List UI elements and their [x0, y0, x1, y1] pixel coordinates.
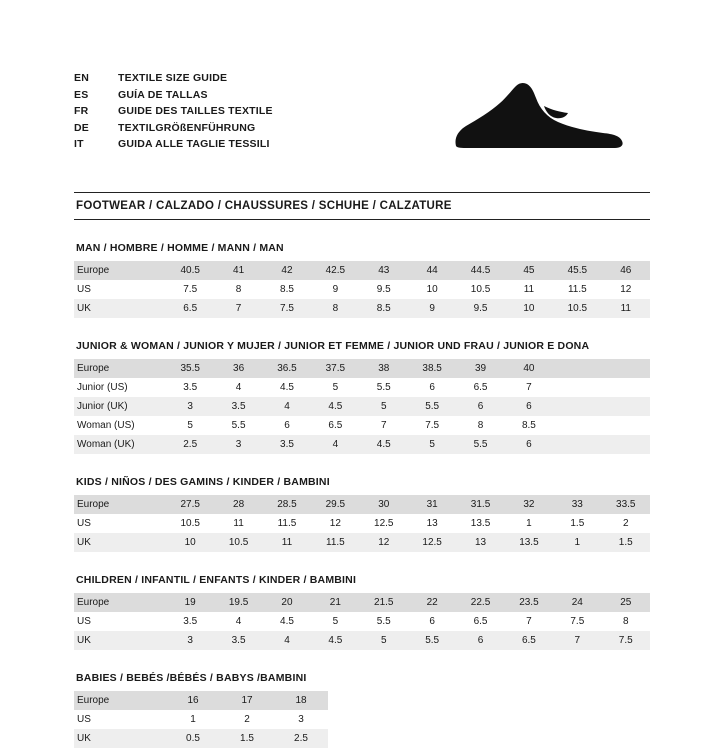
cell: 5.5	[408, 631, 456, 650]
cell: 11	[214, 514, 262, 533]
cell: 19.5	[214, 593, 262, 612]
section-title: JUNIOR & WOMAN / JUNIOR Y MUJER / JUNIOR ET FEMME / JUNIOR UND FRAU / JUNIOR E DONA	[76, 340, 590, 352]
cell: 11.5	[311, 533, 359, 552]
cell: 5.5	[456, 435, 504, 454]
language-code: ES	[74, 88, 89, 101]
cell: 5	[408, 435, 456, 454]
cell: 11.5	[553, 280, 601, 299]
row-label: UK	[74, 729, 166, 748]
cell: 4.5	[311, 631, 359, 650]
cell: 8.5	[263, 280, 311, 299]
cell: 40.5	[166, 261, 214, 280]
row-label: UK	[74, 631, 166, 650]
cell: 31	[408, 495, 456, 514]
size-table-man	[74, 261, 650, 318]
table-row	[74, 359, 650, 378]
cell: 9.5	[360, 280, 408, 299]
cell: 43	[360, 261, 408, 280]
cell: 0.5	[166, 729, 220, 748]
table-row	[74, 593, 650, 612]
cell: 3	[166, 631, 214, 650]
section-title: CHILDREN / INFANTIL / ENFANTS / KINDER / BAMBINI	[76, 574, 357, 586]
cell: 39	[456, 359, 504, 378]
cell: 42.5	[311, 261, 359, 280]
cell: 22.5	[456, 593, 504, 612]
table-row	[74, 612, 650, 631]
cell: 6.5	[311, 416, 359, 435]
cell: 5.5	[360, 612, 408, 631]
cell: 30	[360, 495, 408, 514]
cell: 6	[408, 612, 456, 631]
cell	[553, 378, 601, 397]
cell: 10	[408, 280, 456, 299]
cell: 4	[214, 612, 262, 631]
section-title: MAN / HOMBRE / HOMME / MANN / MAN	[76, 242, 284, 254]
cell: 3.5	[214, 631, 262, 650]
cell: 3	[274, 710, 328, 729]
cell: 28	[214, 495, 262, 514]
cell: 4.5	[263, 378, 311, 397]
cell	[602, 416, 650, 435]
cell: 1	[166, 710, 220, 729]
cell: 6.5	[166, 299, 214, 318]
cell: 46	[602, 261, 650, 280]
cell: 1.5	[553, 514, 601, 533]
cell: 6.5	[505, 631, 553, 650]
cell-spacer	[328, 691, 650, 710]
cell: 7	[505, 612, 553, 631]
row-label: Europe	[74, 691, 166, 710]
cell: 13.5	[505, 533, 553, 552]
cell: 8	[214, 280, 262, 299]
cell: 3.5	[166, 378, 214, 397]
page-title: FOOTWEAR / CALZADO / CHAUSSURES / SCHUHE / CALZATURE	[74, 192, 650, 220]
cell: 10	[505, 299, 553, 318]
language-row	[74, 138, 273, 155]
cell: 10.5	[214, 533, 262, 552]
cell: 10.5	[166, 514, 214, 533]
table-row	[74, 729, 650, 748]
cell: 11.5	[263, 514, 311, 533]
cell: 36.5	[263, 359, 311, 378]
table-row	[74, 514, 650, 533]
cell	[553, 435, 601, 454]
size-table-children	[74, 593, 650, 650]
cell: 3.5	[166, 612, 214, 631]
cell: 25	[602, 593, 650, 612]
cell: 6	[456, 631, 504, 650]
cell: 17	[220, 691, 274, 710]
dress-shoe-icon	[448, 76, 628, 162]
cell: 3	[166, 397, 214, 416]
cell: 21	[311, 593, 359, 612]
cell: 7	[360, 416, 408, 435]
cell: 2	[602, 514, 650, 533]
cell: 35.5	[166, 359, 214, 378]
cell: 1.5	[220, 729, 274, 748]
cell: 7.5	[263, 299, 311, 318]
language-text: TEXTILGRÖßENFÜHRUNG	[118, 121, 256, 134]
cell: 45	[505, 261, 553, 280]
cell: 7.5	[166, 280, 214, 299]
language-text: GUIDA ALLE TAGLIE TESSILI	[118, 138, 270, 150]
cell: 31.5	[456, 495, 504, 514]
cell: 11	[505, 280, 553, 299]
cell: 6	[505, 397, 553, 416]
cell: 36	[214, 359, 262, 378]
row-label: Europe	[74, 495, 166, 514]
cell	[602, 359, 650, 378]
document-header	[74, 72, 650, 182]
cell: 4	[263, 397, 311, 416]
row-label: US	[74, 280, 166, 299]
cell	[602, 378, 650, 397]
language-code: DE	[74, 121, 89, 134]
row-label: UK	[74, 299, 166, 318]
cell	[553, 416, 601, 435]
section-man	[74, 242, 650, 318]
cell: 12	[602, 280, 650, 299]
language-text: TEXTILE SIZE GUIDE	[118, 72, 228, 84]
table-row	[74, 261, 650, 280]
table-row	[74, 416, 650, 435]
cell: 6.5	[456, 378, 504, 397]
cell: 37.5	[311, 359, 359, 378]
cell: 9.5	[456, 299, 504, 318]
cell: 9	[311, 280, 359, 299]
section-title: KIDS / NIÑOS / DES GAMINS / KINDER / BAMBINI	[76, 476, 330, 488]
table-row	[74, 691, 650, 710]
table-row	[74, 631, 650, 650]
cell: 5	[360, 631, 408, 650]
size-table-kids	[74, 495, 650, 552]
table-row	[74, 397, 650, 416]
section-children	[74, 574, 650, 650]
cell: 6	[408, 378, 456, 397]
cell: 16	[166, 691, 220, 710]
cell: 28.5	[263, 495, 311, 514]
cell	[602, 397, 650, 416]
size-table-junior-woman	[74, 359, 650, 454]
cell: 1.5	[602, 533, 650, 552]
table-row	[74, 299, 650, 318]
language-row	[74, 89, 273, 106]
section-title: BABIES / BEBÉS /BÉBÉS / BABYS /BAMBINI	[76, 672, 307, 684]
cell: 4	[263, 631, 311, 650]
cell: 8	[311, 299, 359, 318]
row-label: Europe	[74, 261, 166, 280]
cell: 13	[408, 514, 456, 533]
table-row	[74, 378, 650, 397]
cell	[602, 435, 650, 454]
cell: 9	[408, 299, 456, 318]
cell: 4.5	[311, 397, 359, 416]
cell: 6	[263, 416, 311, 435]
cell: 2	[220, 710, 274, 729]
table-row	[74, 280, 650, 299]
cell: 8	[602, 612, 650, 631]
cell: 7.5	[602, 631, 650, 650]
cell	[553, 397, 601, 416]
table-row	[74, 533, 650, 552]
cell: 22	[408, 593, 456, 612]
language-text: GUÍA DE TALLAS	[118, 88, 208, 101]
cell: 12	[311, 514, 359, 533]
cell: 44.5	[456, 261, 504, 280]
language-text: GUIDE DES TAILLES TEXTILE	[118, 105, 273, 117]
cell: 11	[602, 299, 650, 318]
table-row	[74, 435, 650, 454]
cell: 7.5	[553, 612, 601, 631]
cell: 7	[553, 631, 601, 650]
row-label: Woman (US)	[74, 416, 166, 435]
cell: 6	[456, 397, 504, 416]
language-code: IT	[74, 138, 84, 150]
cell: 7.5	[408, 416, 456, 435]
cell: 7	[505, 378, 553, 397]
language-code: FR	[74, 105, 89, 117]
row-label: Junior (US)	[74, 378, 166, 397]
language-row	[74, 105, 273, 122]
cell: 5.5	[214, 416, 262, 435]
cell: 10.5	[553, 299, 601, 318]
row-label: Woman (UK)	[74, 435, 166, 454]
language-list	[74, 72, 273, 155]
cell: 4.5	[263, 612, 311, 631]
cell: 5	[311, 612, 359, 631]
cell: 29.5	[311, 495, 359, 514]
row-label: UK	[74, 533, 166, 552]
language-row	[74, 72, 273, 89]
cell: 3.5	[263, 435, 311, 454]
cell: 8.5	[360, 299, 408, 318]
cell: 6.5	[456, 612, 504, 631]
cell: 13	[456, 533, 504, 552]
cell: 27.5	[166, 495, 214, 514]
cell: 10.5	[456, 280, 504, 299]
cell: 44	[408, 261, 456, 280]
cell: 1	[505, 514, 553, 533]
section-kids	[74, 476, 650, 552]
cell: 11	[263, 533, 311, 552]
cell: 12.5	[408, 533, 456, 552]
cell: 2.5	[274, 729, 328, 748]
cell: 13.5	[456, 514, 504, 533]
cell: 19	[166, 593, 214, 612]
cell: 33.5	[602, 495, 650, 514]
cell: 6	[505, 435, 553, 454]
language-code: EN	[74, 72, 89, 84]
row-label: Europe	[74, 359, 166, 378]
table-row	[74, 495, 650, 514]
row-label: Junior (UK)	[74, 397, 166, 416]
cell: 12.5	[360, 514, 408, 533]
cell	[553, 359, 601, 378]
cell: 12	[360, 533, 408, 552]
row-label: US	[74, 514, 166, 533]
row-label: Europe	[74, 593, 166, 612]
section-junior-woman	[74, 340, 650, 454]
language-row	[74, 122, 273, 139]
cell: 32	[505, 495, 553, 514]
cell: 38	[360, 359, 408, 378]
cell-spacer	[328, 729, 650, 748]
cell: 42	[263, 261, 311, 280]
cell: 24	[553, 593, 601, 612]
cell: 41	[214, 261, 262, 280]
cell: 45.5	[553, 261, 601, 280]
cell: 18	[274, 691, 328, 710]
cell: 4	[214, 378, 262, 397]
cell: 5	[311, 378, 359, 397]
row-label: US	[74, 710, 166, 729]
cell: 3.5	[214, 397, 262, 416]
cell: 5.5	[408, 397, 456, 416]
cell: 5.5	[360, 378, 408, 397]
cell: 7	[214, 299, 262, 318]
cell: 38.5	[408, 359, 456, 378]
cell: 20	[263, 593, 311, 612]
cell: 5	[360, 397, 408, 416]
cell: 5	[166, 416, 214, 435]
row-label: US	[74, 612, 166, 631]
cell: 4	[311, 435, 359, 454]
cell: 8.5	[505, 416, 553, 435]
cell: 1	[553, 533, 601, 552]
cell: 4.5	[360, 435, 408, 454]
cell: 21.5	[360, 593, 408, 612]
section-babies	[74, 672, 650, 748]
language-list-body	[74, 72, 273, 155]
cell: 3	[214, 435, 262, 454]
cell: 33	[553, 495, 601, 514]
cell: 10	[166, 533, 214, 552]
cell: 8	[456, 416, 504, 435]
cell: 40	[505, 359, 553, 378]
cell: 2.5	[166, 435, 214, 454]
cell: 23.5	[505, 593, 553, 612]
